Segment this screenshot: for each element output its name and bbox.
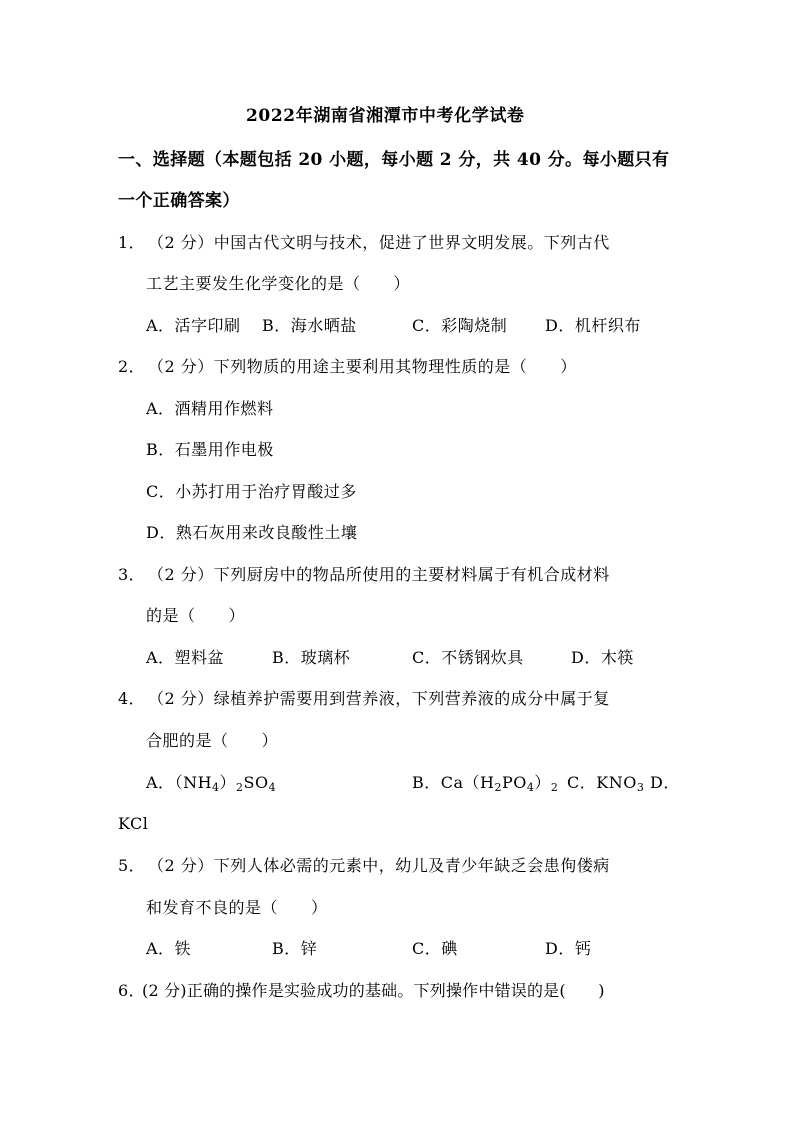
- question-stem-line: 的是（ ）: [146, 606, 246, 625]
- question-stem-line: 工艺主要发生化学变化的是（ ）: [146, 274, 411, 293]
- option-d[interactable]: D．钙: [545, 939, 592, 958]
- formula-part: （NH: [174, 773, 213, 792]
- formula-subscript: 2: [550, 781, 559, 794]
- formula-subscript: 4: [212, 781, 220, 794]
- question-stem-line: (2 分)正确的操作是实验成功的基础。下列操作中错误的是( ): [142, 981, 605, 1000]
- formula-part: KNO: [596, 773, 637, 792]
- question-stem-line: （2 分）下列物质的用途主要利用其物理性质的是（ ）: [148, 357, 577, 376]
- question-stem-line: （2 分）下列人体必需的元素中，幼儿及青少年缺乏会患佝偻病: [148, 856, 610, 875]
- question-stem-line: 合肥的是（ ）: [146, 731, 279, 750]
- option-b[interactable]: B．玻璃杯: [272, 648, 351, 667]
- question-number: 3．: [118, 565, 146, 584]
- formula-subscript: 3: [636, 781, 645, 794]
- formula-subscript: 2: [236, 781, 244, 794]
- option-c[interactable]: C．不锈钢炊具: [412, 648, 524, 667]
- formula-part: ）: [219, 773, 237, 792]
- option-b[interactable]: B．海水晒盐: [262, 316, 357, 335]
- option-c[interactable]: [567, 773, 644, 793]
- question-number: 6．: [118, 981, 146, 1000]
- option-label: C．: [567, 773, 597, 792]
- option-b[interactable]: [412, 773, 558, 793]
- formula-part: SO: [243, 773, 269, 792]
- option-d-wrap[interactable]: KCl: [118, 814, 149, 833]
- question-stem-line: （2 分）绿植养护需要用到营养液，下列营养液的成分中属于复: [148, 689, 610, 708]
- formula-subscript: 4: [268, 781, 277, 794]
- option-b[interactable]: B．石墨用作电极: [146, 440, 274, 459]
- option-c[interactable]: C．小苏打用于治疗胃酸过多: [146, 482, 357, 501]
- option-a[interactable]: A．活字印刷: [146, 316, 241, 335]
- formula-part: PO: [502, 773, 527, 792]
- option-a[interactable]: A．铁: [146, 939, 192, 958]
- option-label: A．: [146, 773, 175, 792]
- option-d[interactable]: D．熟石灰用来改良酸性土壤: [146, 523, 358, 542]
- question-number: 4．: [118, 689, 146, 708]
- option-label: D．: [650, 773, 680, 792]
- option-d[interactable]: D．木筷: [571, 648, 634, 667]
- question-stem-line: （2 分）下列厨房中的物品所使用的主要材料属于有机合成材料: [148, 565, 610, 584]
- question-number: 2．: [118, 357, 146, 376]
- section-heading-line1: 一、选择题（本题包括 20 小题，每小题 2 分，共 40 分。每小题只有: [118, 150, 670, 170]
- formula-subscript: 2: [494, 781, 503, 794]
- formula-subscript: 4: [526, 781, 535, 794]
- option-a[interactable]: [146, 773, 276, 793]
- option-label: B．: [412, 773, 441, 792]
- question-stem-line: 和发育不良的是（ ）: [146, 898, 328, 917]
- option-b[interactable]: B．锌: [272, 939, 318, 958]
- option-c[interactable]: C．碘: [412, 939, 458, 958]
- option-d[interactable]: [650, 773, 680, 793]
- section-heading-line2: 一个正确答案）: [118, 191, 240, 211]
- formula-part: Ca（H: [440, 773, 495, 792]
- option-a[interactable]: A．酒精用作燃料: [146, 399, 274, 418]
- option-a[interactable]: A．塑料盆: [146, 648, 225, 667]
- option-c[interactable]: C．彩陶烧制: [412, 316, 508, 335]
- option-d[interactable]: D．机杆织布: [545, 316, 641, 335]
- question-stem-line: （2 分）中国古代文明与技术，促进了世界文明发展。下列古代: [148, 233, 610, 252]
- page-title: 2022年湖南省湘潭市中考化学试卷: [246, 106, 525, 126]
- question-number: 1．: [118, 233, 146, 252]
- formula-part: ）: [534, 773, 551, 792]
- question-number: 5．: [118, 856, 146, 875]
